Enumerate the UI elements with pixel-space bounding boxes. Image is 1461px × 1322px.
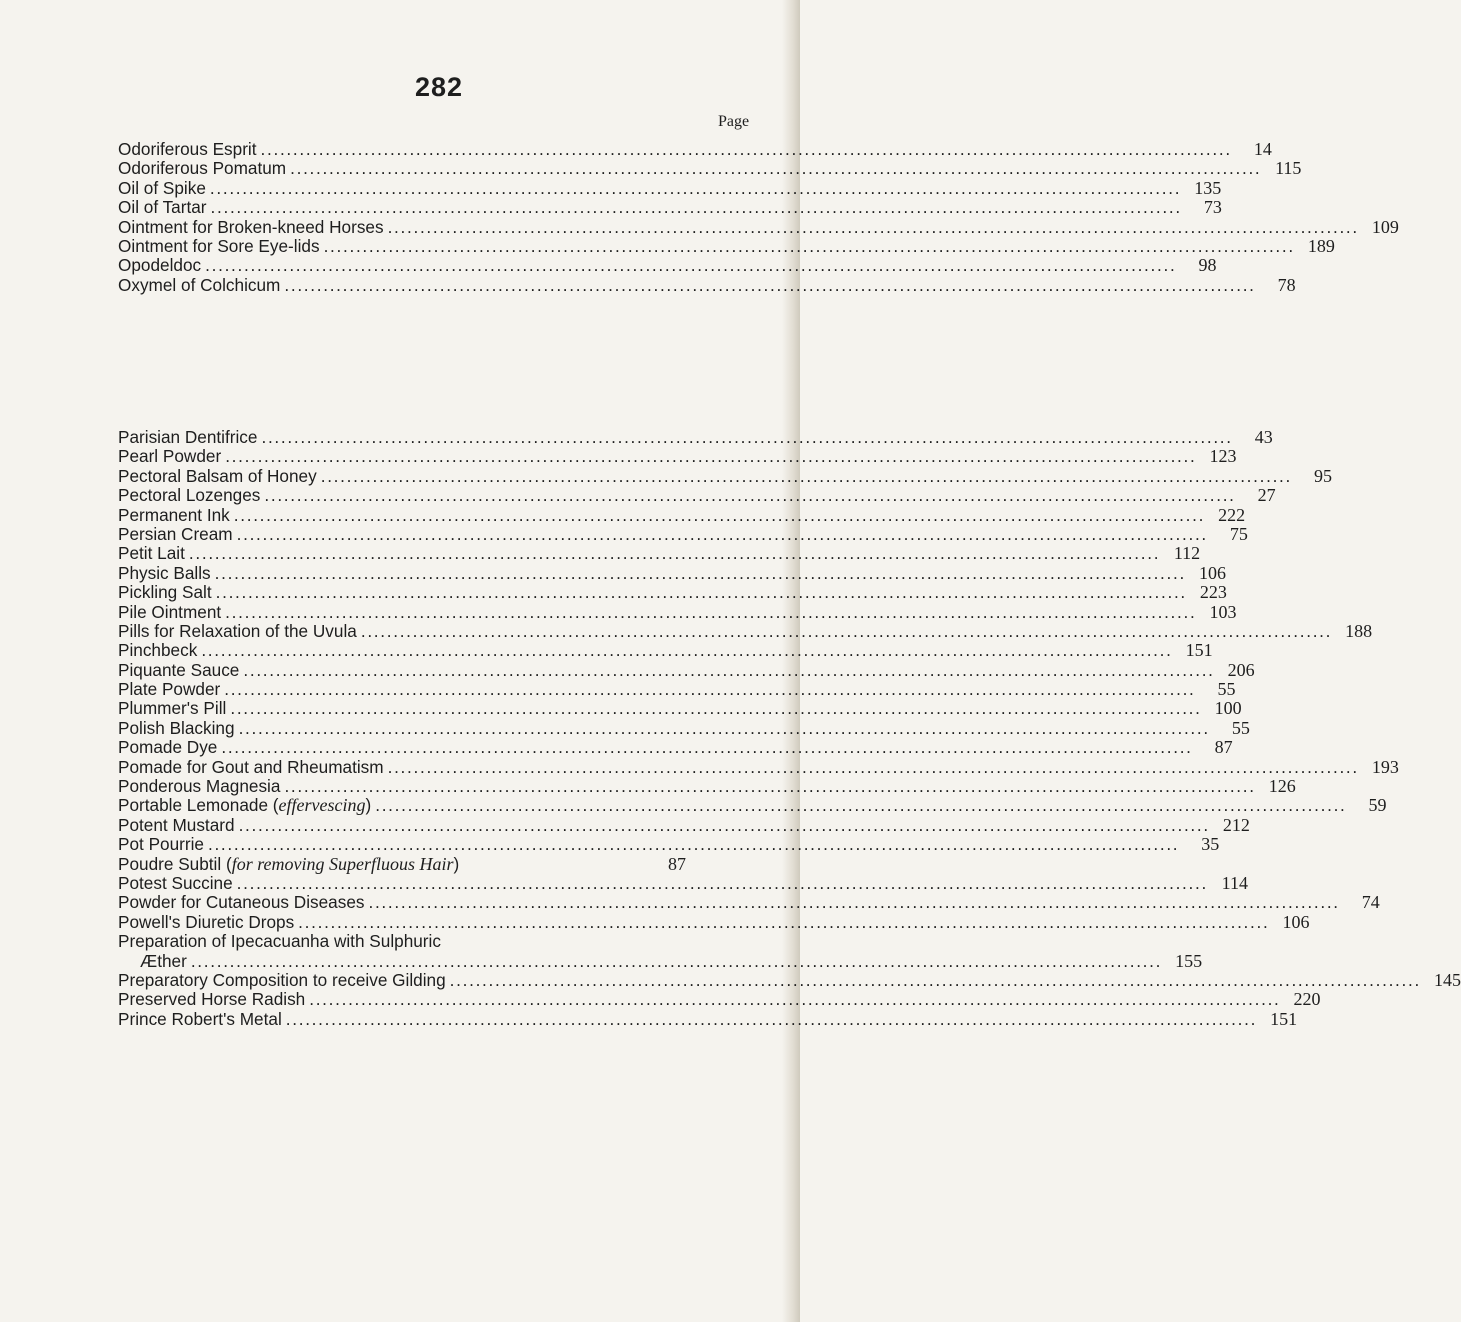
entry-page: 100: [1214, 698, 1242, 719]
index-entry: [118, 216, 1399, 237]
index-entry: [118, 543, 1201, 564]
entry-name: Pickling Salt: [118, 582, 212, 603]
index-entry: [118, 659, 1255, 680]
dot-leader: [201, 641, 1172, 660]
entry-name: Preserved Horse Radish: [118, 989, 306, 1010]
entry-name: Plate Powder: [118, 679, 221, 700]
entry-name: Potent Mustard: [118, 814, 235, 835]
entry-page: 106: [1198, 562, 1226, 583]
entry-name: Oil of Spike: [118, 177, 206, 198]
entry-page: 73: [1203, 197, 1222, 218]
dot-leader: [309, 990, 1280, 1009]
entry-page: 27: [1257, 485, 1276, 506]
entry-name: Parisian Dentifrice: [118, 427, 258, 447]
entry-name-continuation: Æther: [140, 950, 187, 971]
dot-leader: [261, 140, 1232, 159]
entry-page: 75: [1229, 523, 1248, 544]
index-entry: [118, 601, 1237, 622]
index-entry: [118, 776, 1296, 797]
dot-leader: [230, 699, 1201, 718]
entry-name: Piquante Sauce: [118, 659, 240, 680]
dot-leader: [375, 796, 1346, 815]
entry-name: Prince Robert's Metal: [118, 1008, 282, 1029]
entry-name: Ointment for Sore Eye-lids: [118, 235, 320, 256]
dot-leader: [243, 661, 1214, 680]
entry-page: 74: [1361, 892, 1380, 913]
dot-leader: [298, 913, 1269, 932]
dot-leader: [208, 835, 1179, 854]
entry-name: Preparatory Composition to receive Gilding: [118, 969, 446, 990]
entry-page: 145: [1433, 969, 1461, 990]
dot-leader: [264, 486, 1235, 505]
entry-name: Opodeldoc: [118, 255, 202, 276]
dot-leader: [191, 952, 1162, 971]
entry-page: 206: [1227, 659, 1255, 680]
entry-page: 78: [1277, 274, 1296, 295]
index-group-o: [118, 139, 1399, 295]
index-entry: [118, 523, 1248, 544]
index-entry: [118, 717, 1250, 738]
index-entry: [118, 872, 1248, 893]
index-entry: [118, 698, 1242, 719]
index-entry: [118, 255, 1217, 276]
dot-leader: [221, 738, 1192, 757]
entry-page: 222: [1218, 504, 1246, 525]
entry-page: 87: [1214, 737, 1233, 758]
dot-leader: [284, 276, 1255, 295]
index-entry: [118, 465, 1333, 486]
entry-page: 220: [1293, 989, 1321, 1010]
dot-leader: [368, 893, 1339, 912]
entry-name: Pomade for Gout and Rheumatism: [118, 756, 384, 777]
entry-name: Preparation of Ipecacuanha with Sulphuric: [118, 931, 441, 952]
entry-name: Persian Cream: [118, 523, 233, 544]
dot-leader: [210, 179, 1181, 198]
index-entry: [118, 582, 1227, 603]
index-entry: [118, 989, 1321, 1010]
entry-page: 151: [1270, 1008, 1298, 1029]
entry-page: 223: [1199, 582, 1227, 603]
index-entry: [118, 235, 1335, 256]
entry-page: 135: [1194, 177, 1222, 198]
entry-name: Odoriferous Esprit: [118, 139, 257, 159]
entry-name: Pomade Dye: [118, 737, 218, 758]
entry-page: 189: [1307, 235, 1335, 256]
entry-page: 98: [1198, 255, 1217, 276]
entry-page: 114: [1221, 872, 1248, 893]
entry-name: Pile Ointment: [118, 601, 222, 622]
entry-name: Plummer's Pill: [118, 698, 227, 719]
dot-leader: [205, 256, 1176, 275]
entry-name: Polish Blacking: [118, 717, 235, 738]
index-entry: [118, 737, 1233, 758]
index-entry: [118, 950, 1203, 971]
entry-page: 43: [1254, 427, 1273, 447]
entry-name-line: [118, 932, 686, 951]
dot-leader: [216, 583, 1187, 602]
entry-name: Ponderous Magnesia: [118, 776, 281, 797]
index-entry: [118, 911, 1310, 932]
dot-leader: [234, 506, 1205, 525]
dot-leader: [361, 622, 1332, 641]
index-entry: [118, 158, 1302, 179]
dot-leader: [284, 777, 1255, 796]
index-entry: [118, 756, 1399, 777]
dot-leader: [224, 680, 1195, 699]
index-entry: [118, 834, 1220, 855]
entry-name: Poudre Subtil (for removing Superfluous Hair): [118, 853, 460, 874]
entry-name: Portable Lemonade (effervescing): [118, 795, 372, 816]
entry-page: 59: [1368, 795, 1387, 816]
index-entry: [118, 969, 1461, 990]
entry-name: Permanent Ink: [118, 504, 230, 525]
index-entry: [118, 679, 1236, 700]
dot-leader: [286, 1010, 1257, 1029]
entry-name: Pills for Relaxation of the Uvula: [118, 620, 357, 641]
dot-leader: [239, 816, 1210, 835]
index-entry: [118, 620, 1373, 641]
dot-leader: [211, 198, 1182, 217]
index-entry: [118, 177, 1222, 198]
entry-page: 212: [1222, 814, 1250, 835]
entry-page: 188: [1345, 620, 1373, 641]
dot-leader: [237, 874, 1208, 893]
entry-name: Oil of Tartar: [118, 197, 207, 218]
entry-page: 115: [1275, 158, 1302, 179]
index-entry: [118, 814, 1250, 835]
entry-page: 109: [1371, 216, 1399, 237]
index-group-p: [118, 427, 1461, 1029]
entry-page: 35: [1201, 834, 1220, 855]
index-entry: [118, 1008, 1298, 1029]
entry-name: Pot Pourrie: [118, 834, 204, 855]
entry-name: Pearl Powder: [118, 446, 222, 467]
dot-leader: [189, 544, 1160, 563]
dot-leader: [237, 525, 1208, 544]
entry-name: Petit Lait: [118, 543, 185, 564]
entry-name-text: Poudre Subtil: [118, 853, 222, 874]
index-entry: [118, 855, 686, 874]
dot-leader: [321, 467, 1292, 486]
entry-page: 155: [1175, 950, 1203, 971]
dot-leader: [225, 603, 1196, 622]
entry-page: 55: [1217, 679, 1236, 700]
entry-name: Pectoral Balsam of Honey: [118, 465, 317, 486]
dot-leader: [261, 428, 1232, 447]
entry-note: for removing Superfluous Hair: [231, 853, 454, 874]
entry-name: Ointment for Broken-kneed Horses: [118, 216, 384, 237]
entry-page: 87: [668, 853, 686, 874]
index-entry: [118, 485, 1276, 506]
entry-page: 193: [1371, 756, 1399, 777]
entry-page: 106: [1282, 911, 1310, 932]
index-entry: [118, 795, 1387, 816]
dot-leader: [225, 447, 1196, 466]
page-column-label: Page: [718, 113, 750, 130]
entry-page: 126: [1268, 776, 1296, 797]
entry-name: Powell's Diuretic Drops: [118, 911, 295, 932]
index-entry: [118, 274, 1296, 295]
index-entry: [118, 446, 1237, 467]
index-entry: [118, 892, 1380, 913]
entry-page: 151: [1185, 640, 1213, 661]
dot-leader: [388, 218, 1359, 237]
page-number: 282: [414, 72, 464, 102]
entry-page: 112: [1173, 543, 1201, 564]
entry-name: Potest Succine: [118, 872, 233, 893]
dot-leader: [290, 159, 1261, 178]
dot-leader: [450, 971, 1421, 990]
index-entry: [118, 197, 1222, 218]
index-entry: [118, 504, 1246, 525]
dot-leader: [239, 719, 1210, 738]
entry-name: Physic Balls: [118, 562, 211, 583]
index-entry: [118, 640, 1213, 661]
entry-name: Pectoral Lozenges: [118, 485, 261, 506]
entry-page: 14: [1253, 139, 1272, 159]
index-entry: [118, 562, 1226, 583]
entry-name-text: Portable Lemonade: [118, 795, 269, 816]
index-entry: [118, 427, 1273, 447]
entry-page: 55: [1231, 717, 1250, 738]
entry-page: 95: [1314, 465, 1333, 486]
entry-note: effervescing: [278, 795, 366, 816]
index-entry: [118, 139, 1272, 159]
dot-leader: [324, 237, 1295, 256]
dot-leader: [215, 564, 1186, 583]
entry-page: 123: [1209, 446, 1237, 467]
dot-leader: [388, 758, 1359, 777]
entry-name: Powder for Cutaneous Diseases: [118, 892, 365, 913]
entry-name: Odoriferous Pomatum: [118, 158, 287, 179]
entry-name: Oxymel of Colchicum: [118, 274, 281, 295]
entry-page: 103: [1209, 601, 1237, 622]
entry-name: Pinchbeck: [118, 640, 198, 661]
